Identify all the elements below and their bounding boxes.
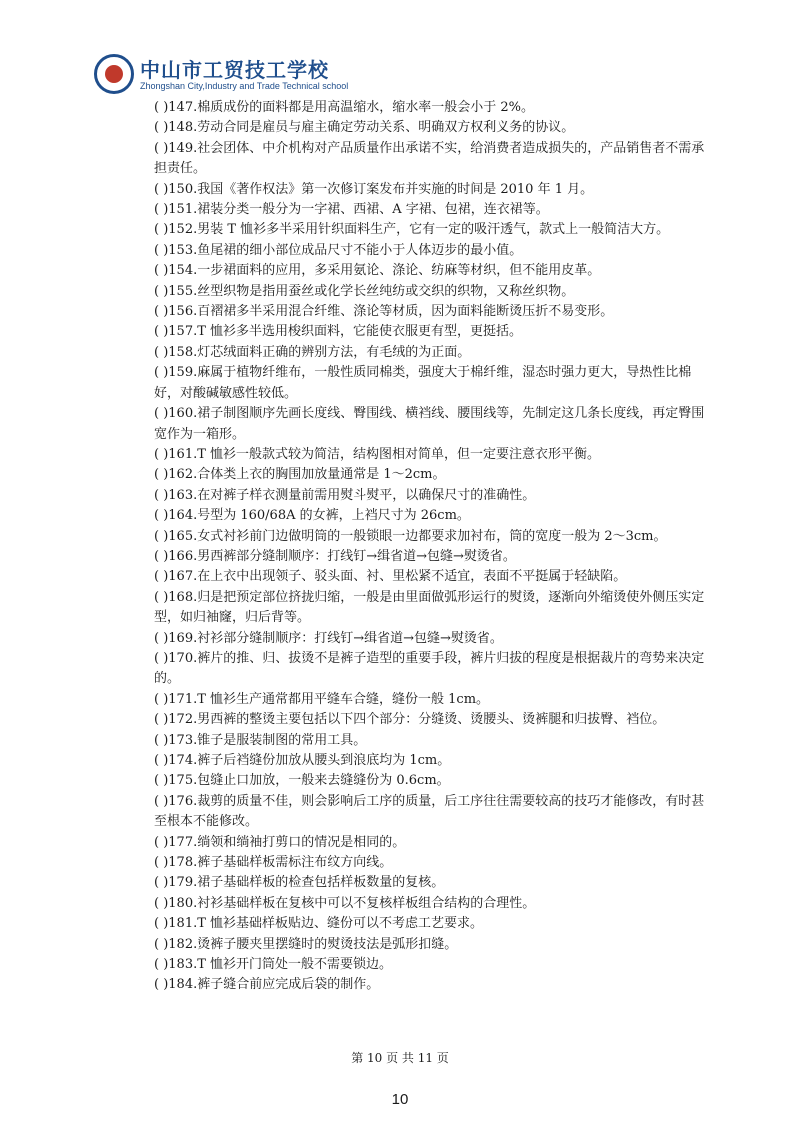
answer-blank: ( ) [154, 732, 169, 748]
question-text: 162.合体类上衣的胸围加放量通常是 1～2cm。 [168, 467, 446, 483]
question-item [154, 629, 717, 649]
answer-blank: ( ) [154, 548, 169, 564]
answer-blank: ( ) [154, 712, 169, 728]
question-text: 148.劳动合同是雇员与雇主确定劳动关系、明确双方权利义务的协议。 [168, 120, 575, 136]
question-item [154, 261, 717, 281]
answer-blank: ( ) [154, 365, 169, 381]
answer-blank: ( ) [154, 467, 169, 483]
answer-blank: ( ) [154, 793, 169, 809]
question-text: 169.衬衫部分缝制顺序：打线钉→缉省道→包缝→熨烫省。 [168, 630, 503, 646]
question-text: 161.T 恤衫一般款式较为简洁，结构图相对简单，但一定要注意衣形平衡。 [168, 446, 601, 462]
answer-blank: ( ) [154, 487, 169, 503]
answer-blank: ( ) [154, 528, 169, 544]
question-item [154, 302, 717, 322]
answer-blank: ( ) [154, 283, 169, 299]
answer-blank: ( ) [154, 875, 169, 891]
question-text: 175.包缝止口加放，一般来去缝缝份为 0.6cm。 [168, 773, 450, 789]
answer-blank: ( ) [154, 589, 169, 605]
question-item [154, 588, 717, 629]
question-item [154, 404, 717, 445]
question-item [154, 914, 717, 934]
question-text: 151.裙装分类一般分为一字裙、西裙、A 字裙、包裙，连衣裙等。 [168, 202, 549, 218]
question-text: 168.归是把预定部位挤拢归缩，一般是由里面做弧形运行的熨烫，逐渐向外缩烫使外侧压实定型，如归袖窿，归后背等。 [154, 589, 705, 626]
question-item [154, 139, 717, 180]
answer-blank: ( ) [154, 773, 169, 789]
answer-blank: ( ) [154, 834, 169, 850]
answer-blank: ( ) [154, 977, 169, 993]
question-item [154, 649, 717, 690]
question-text: 165.女式衬衫前门边做明筒的一般锁眼一边都要求加衬布，筒的宽度一般为 2～3cm。 [168, 528, 667, 544]
question-text: 171.T 恤衫生产通常都用平缝车合缝，缝份一般 1cm。 [168, 691, 490, 707]
question-item [154, 853, 717, 873]
question-item [154, 731, 717, 751]
answer-blank: ( ) [154, 324, 169, 340]
answer-blank: ( ) [154, 630, 169, 646]
answer-blank: ( ) [154, 181, 169, 197]
answer-blank: ( ) [154, 691, 169, 707]
question-item [154, 567, 717, 587]
question-item [154, 363, 717, 404]
answer-blank: ( ) [154, 916, 169, 932]
question-text: 166.男西裤部分缝制顺序：打线钉→缉省道→包缝→熨烫省。 [168, 548, 516, 564]
question-item [154, 527, 717, 547]
question-item [154, 118, 717, 138]
school-logo [94, 54, 134, 94]
answer-blank: ( ) [154, 242, 169, 258]
question-text: 183.T 恤衫开门筒处一般不需要锁边。 [168, 957, 393, 973]
question-item [154, 465, 717, 485]
answer-blank: ( ) [154, 936, 169, 952]
answer-blank: ( ) [154, 120, 169, 136]
question-text: 177.绱领和绱袖打剪口的情况是相同的。 [168, 834, 406, 850]
answer-blank: ( ) [154, 222, 169, 238]
question-list [154, 98, 717, 996]
question-item [154, 833, 717, 853]
question-item [154, 710, 717, 730]
question-item [154, 935, 717, 955]
question-item [154, 792, 717, 833]
question-item [154, 220, 717, 240]
question-text: 163.在对裤子样衣测量前需用熨斗熨平，以确保尺寸的准确性。 [168, 487, 536, 503]
question-item [154, 955, 717, 975]
question-item [154, 975, 717, 995]
answer-blank: ( ) [154, 753, 169, 768]
question-item [154, 241, 717, 261]
question-text: 176.裁剪的质量不佳，则会影响后工序的质量，后工序往往需要较高的技巧才能修改，有时甚至根本不能修改。 [154, 793, 705, 830]
answer-blank: ( ) [154, 895, 169, 911]
question-item [154, 873, 717, 893]
question-item [154, 894, 717, 914]
answer-blank: ( ) [154, 263, 169, 279]
question-text: 172.男西裤的整烫主要包括以下四个部分：分缝烫、烫腰头、烫裤腿和归拔臀、裆位。 [168, 712, 666, 728]
question-item [154, 343, 717, 363]
answer-blank: ( ) [154, 569, 169, 585]
question-text: 159.麻属于植物纤维布，一般性质同棉类，强度大于棉纤维，湿态时强力更大，导热性比棉好，对酸碱敏感性较低。 [154, 365, 692, 401]
question-item [154, 751, 717, 771]
question-text: 173.锥子是服装制图的常用工具。 [168, 732, 367, 748]
question-item [154, 322, 717, 342]
question-item [154, 445, 717, 465]
question-item [154, 486, 717, 506]
question-item [154, 98, 717, 118]
question-text: 164.号型为 160/68A 的女裤，上裆尺寸为 26cm。 [168, 508, 470, 524]
question-text: 181.T 恤衫基础样板贴边、缝份可以不考虑工艺要求。 [168, 916, 484, 932]
question-text: 152.男装 T 恤衫多半采用针织面料生产，它有一定的吸汗透气，款式上一般简洁大方。 [168, 222, 670, 238]
answer-blank: ( ) [154, 855, 169, 871]
question-text: 170.裤片的推、归、拔烫不是裤子造型的重要手段，裤片归拔的程度是根据裁片的弯势来决定的。 [154, 650, 705, 687]
question-item [154, 771, 717, 791]
school-name-english: Zhongshan City,Industry and Trade Technical school [140, 81, 349, 91]
question-text: 178.裤子基础样板需标注布纹方向线。 [168, 855, 393, 871]
answer-blank: ( ) [154, 100, 169, 115]
question-item [154, 200, 717, 220]
answer-blank: ( ) [154, 508, 169, 524]
question-text: 184.裤子缝合前应完成后袋的制作。 [168, 977, 380, 993]
question-text: 147.棉质成份的面料都是用高温缩水，缩水率一般会小于 2%。 [168, 100, 534, 115]
answer-blank: ( ) [154, 650, 169, 666]
school-name: 中山市工贸技工学校 [140, 58, 329, 82]
question-text: 179.裙子基础样板的检查包括样板数量的复核。 [168, 875, 445, 891]
answer-blank: ( ) [154, 140, 169, 156]
question-text: 160.裙子制图顺序先画长度线、臀围线、横裆线、腰围线等，先制定这几条长度线，再定臀围宽作为一箱形。 [154, 406, 705, 442]
page-info: 第 10 页 共 11 页 [351, 1051, 449, 1065]
page-number: 10 [391, 1091, 409, 1108]
question-text: 154.一步裙面料的应用，多采用氨论、涤论、纺麻等材织，但不能用皮革。 [168, 263, 601, 279]
question-text: 158.灯芯绒面料正确的辨别方法，有毛绒的为正面。 [168, 344, 471, 360]
school-emblem-icon [105, 65, 123, 83]
question-item [154, 180, 717, 200]
question-text: 167.在上衣中出现领子、驳头面、衬、里松紧不适宜，表面不平挺属于轻缺陷。 [168, 569, 627, 585]
question-text: 182.烫裤子腰夹里摆缝时的熨烫技法是弧形扣缝。 [168, 936, 458, 952]
page-header [94, 52, 394, 100]
answer-blank: ( ) [154, 957, 169, 973]
question-item [154, 506, 717, 526]
question-item [154, 547, 717, 567]
question-item [154, 690, 717, 710]
question-text: 149.社会团体、中介机构对产品质量作出承诺不实，给消费者造成损失的，产品销售者不需承担责任。 [154, 140, 705, 177]
answer-blank: ( ) [154, 344, 169, 360]
question-text: 150.我国《著作权法》第一次修订案发布并实施的时间是 2010 年 1 月。 [168, 181, 594, 197]
question-text: 174.裤子后裆缝份加放从腰头到浪底均为 1cm。 [168, 753, 451, 768]
question-text: 153.鱼尾裙的细小部位成品尺寸不能小于人体迈步的最小值。 [168, 242, 523, 258]
question-text: 157.T 恤衫多半选用梭织面料，它能使衣服更有型，更挺括。 [168, 324, 523, 340]
question-text: 156.百褶裙多半采用混合纤维、涤论等材质，因为面料能断烫压折不易变形。 [168, 304, 614, 320]
answer-blank: ( ) [154, 202, 169, 218]
answer-blank: ( ) [154, 304, 169, 320]
answer-blank: ( ) [154, 406, 169, 422]
question-text: 155.丝型织物是指用蚕丝或化学长丝纯纺或交织的织物，又称丝织物。 [168, 283, 575, 299]
question-item [154, 282, 717, 302]
question-text: 180.衬衫基础样板在复核中可以不复核样板组合结构的合理性。 [168, 895, 536, 911]
answer-blank: ( ) [154, 446, 169, 462]
